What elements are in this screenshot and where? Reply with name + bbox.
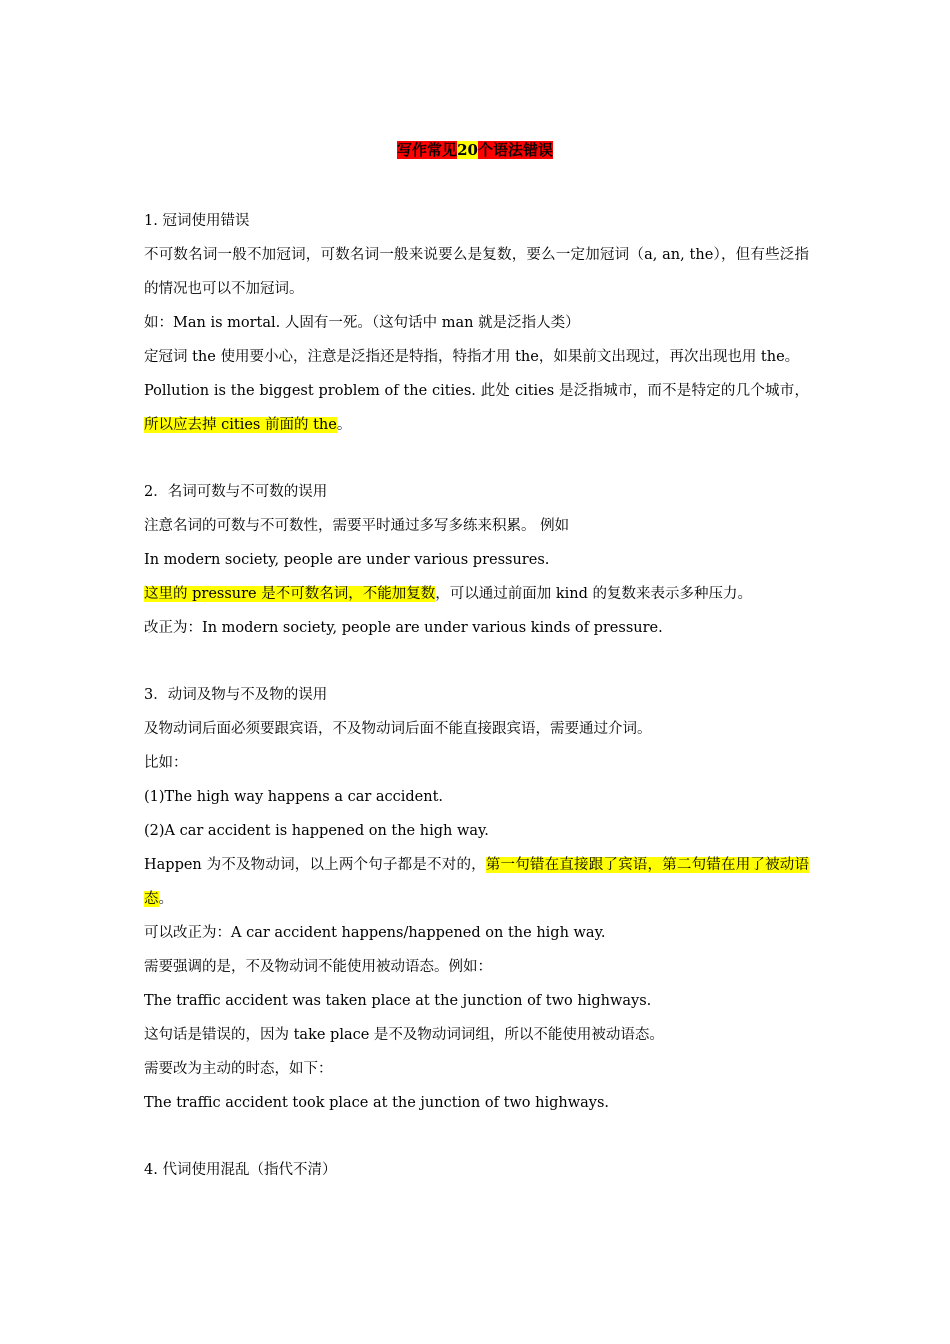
paragraph [144,577,809,611]
paragraph: 不可数名词一般不加冠词，可数名词一般来说要么是复数，要么一定加冠词（a, an, the），但有些泛指的情况也可以不加冠词。 [144,247,809,297]
highlighted-text: 第一句错在直接跟了宾语，第二句错在用了被动语态 [144,857,809,907]
section-1 [144,204,809,442]
example-sentence: (1)The high way happens a car accident. [144,789,444,805]
paragraph-text: Happen 为不及物动词，以上两个句子都是不对的， [144,857,486,873]
paragraph: 改正为：In modern society, people are under various kinds of pressure. [144,620,663,636]
section-2 [144,475,809,645]
example-sentence: (2)A car accident is happened on the high way. [144,823,489,839]
section-heading: 2．名词可数与不可数的误用 [144,484,328,500]
section-heading: 1. 冠词使用错误 [144,213,250,229]
title-text-2: 个语法错误 [477,141,553,159]
paragraph: 这句话是错误的，因为 take place 是不及物动词词组，所以不能使用被动语态。 [144,1027,664,1043]
paragraph-text: Pollution is the biggest problem of the cities. 此处 cities 是泛指城市，而不是特定的几个城市， [144,383,809,399]
paragraph-text: 。 [336,417,352,433]
paragraph: 需要改为主动的时态，如下： [144,1061,333,1077]
document-body [144,204,809,1187]
title-number: 20 [457,141,478,159]
spacer [144,442,809,475]
section-3 [144,678,809,1120]
highlighted-text: 这里的 pressure 是不可数名词，不能加复数 [144,586,436,602]
paragraph [144,374,809,442]
spacer [144,645,809,678]
paragraph [144,848,809,916]
example-sentence: The traffic accident was taken place at the junction of two highways. [144,993,652,1009]
section-heading: 4. 代词使用混乱（指代不清） [144,1162,337,1178]
title-text-1: 写作常见 [397,141,458,159]
example-sentence: The traffic accident took place at the junction of two highways. [144,1095,610,1111]
paragraph: 比如： [144,755,188,771]
paragraph: 可以改正为：A car accident happens/happened on the high way. [144,925,606,941]
paragraph: 注意名词的可数与不可数性，需要平时通过多写多练来积累。 例如 [144,518,570,534]
document-title [0,139,950,161]
paragraph: 定冠词 the 使用要小心，注意是泛指还是特指，特指才用 the，如果前文出现过，再次出现也用 the。 [144,349,800,365]
highlighted-text: 所以应去掉 cities 前面的 the [144,417,337,433]
paragraph: 如：Man is mortal. 人固有一死。（这句话中 man 就是泛指人类） [144,315,580,331]
section-4 [144,1153,809,1187]
paragraph: In modern society, people are under various pressures. [144,552,550,568]
section-heading: 3．动词及物与不及物的误用 [144,687,328,703]
paragraph-text: ，可以通过前面加 kind 的复数来表示多种压力。 [435,586,753,602]
paragraph: 及物动词后面必须要跟宾语，不及物动词后面不能直接跟宾语，需要通过介词。 [144,721,652,737]
paragraph: 需要强调的是，不及物动词不能使用被动语态。例如： [144,959,492,975]
spacer [144,1120,809,1153]
paragraph-text: 。 [158,891,173,907]
